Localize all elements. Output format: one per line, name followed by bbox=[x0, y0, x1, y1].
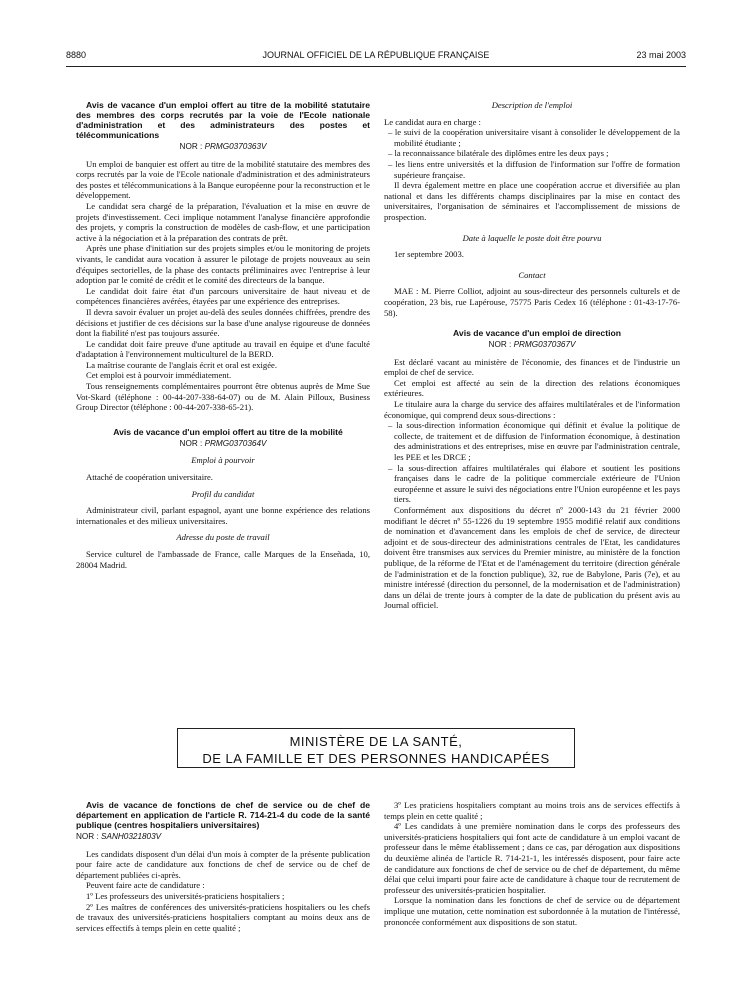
paragraph: Les candidats disposent d'un délai d'un mois à compter de la présente publication pour faire acte de candidature aux fonctions de chef de service ou de chef de département publiées ci-après. bbox=[76, 848, 370, 880]
issue-date: 23 mai 2003 bbox=[636, 50, 686, 60]
paragraph: Le candidat doit faire preuve d'une aptitude au travail en équipe et d'une faculté d'adaptation à l'environnement multiculturel de la BERD. bbox=[76, 338, 370, 360]
paragraph: 1º Les professeurs des universités-praticiens hospitaliers ; bbox=[86, 890, 285, 901]
paragraph: Peuvent faire acte de candidature : bbox=[86, 880, 205, 891]
paragraph: Un emploi de banquier est offert au titre de la mobilité statutaire des membres des corps recrutés par la voie de l'Ecole nationale d'administration et des administrateurs des postes et télécommunications à la Banque européenne pour la reconstruction et le développement. bbox=[76, 158, 370, 201]
ministry-line-1: MINISTÈRE DE LA SANTÉ, bbox=[289, 734, 463, 749]
left-column bbox=[76, 100, 370, 570]
ministry-heading-box bbox=[177, 728, 575, 768]
notice-title: Avis de vacance de fonctions de chef de service ou de chef de département en application de l'article R. 714-21-4 du code de la santé publique (centres hospitaliers universitaires) bbox=[76, 800, 370, 830]
paragraph: Le candidat doit faire état d'un parcours universitaire de haut niveau et de compétences financières avérées, étayées par une expérience des entreprises. bbox=[76, 285, 370, 307]
section-heading: Date à laquelle le poste doit être pourvu bbox=[462, 232, 602, 243]
section-heading: Adresse du poste de travail bbox=[176, 532, 270, 543]
paragraph: Service culturel de l'ambassade de France, calle Marques de la Enseñada, 10, 28004 Madrid. bbox=[76, 549, 370, 570]
paragraph: 4º Les candidats à une première nomination dans le corps des professeurs des universités-praticiens hospitaliers qui font acte de candidature à un emploi vacant de professeur dans le même établissement ; dans ce cas, par dérogation aux dispositions du deuxième alinéa de l'article R. 714-21-1, les intéressés disposent, pour faire acte de candidature aux fonctions de chef de service ou de chef de département, du même délai que celui imparti pour faire acte de candidature à chaque tour de recrutement de professeur des universités-praticien hospitalier. bbox=[384, 821, 680, 895]
paragraph: Tous renseignements complémentaires pourront être obtenus auprès de Mme Sue Vot-Skard (téléphone : 00-44-207-338-64-07) ou de M. Alain Pilloux, Business Group Director (téléphone : 00-44-207-338-65-21). bbox=[76, 381, 370, 413]
header-rule bbox=[66, 66, 686, 67]
bottom-right-column bbox=[384, 800, 680, 927]
section-heading: Description de l'emploi bbox=[491, 100, 573, 110]
ministry-line-2: DE LA FAMILLE ET DES PERSONNES HANDICAPÉES bbox=[202, 751, 550, 766]
paragraph: 1er septembre 2003. bbox=[394, 249, 464, 260]
notice-title: Avis de vacance d'un emploi offert au titre de la mobilité bbox=[113, 426, 343, 437]
right-column bbox=[384, 100, 680, 611]
paragraph: 2º Les maîtres de conférences des universités-praticiens hospitaliers ou les chefs de travaux des universités-praticiens hospitaliers comptant au moins deux ans de services effectifs à temps plein en cette qualité ; bbox=[76, 901, 370, 933]
section-heading: Emploi à pourvoir bbox=[191, 455, 255, 466]
nor-reference: NOR : PRMG0370367V bbox=[488, 340, 576, 350]
paragraph: Le candidat aura en charge : bbox=[384, 116, 481, 127]
nor-reference: NOR : PRMG0370363V bbox=[179, 142, 267, 151]
list-item: – la sous-direction information économique qui définit et évalue la politique de collecte, de traitement et de diffusion de l'information économique, à destination des administrations et des entreprises, mise en œuvre par l'administration centrale, les PEE et les DRCE ; bbox=[388, 420, 680, 463]
paragraph: Cet emploi est à pourvoir immédiatement. bbox=[86, 370, 232, 381]
paragraph: Conformément aux dispositions du décret nº 2000-143 du 21 février 2000 modifiant le décret nº 55-1226 du 19 septembre 1955 modifié relatif aux conditions de nomination et d'avancement dans les emplois de chef de service, de directeur adjoint et de sous-directeur des administrations centrales de l'Etat, les candidatures doivent être transmises aux services du Premier ministre, au ministère de la fonction publique, de la réforme de l'Etat et de l'aménagement du territoire (direction générale de l'administration et de la fonction publique), 32, rue de Babylone, Paris (7e), et au ministre intéressé (direction du personnel, de la modernisation et de l'administration) dans un délai de trente jours à compter de la date de publication du présent avis au Journal officiel. bbox=[384, 505, 680, 611]
list-item: – le suivi de la coopération universitaire visant à consolider le développement de la mobilité étudiante ; bbox=[388, 127, 680, 148]
paragraph: Après une phase d'initiation sur des projets simples et/ou le monitoring de projets vivants, le candidat aura vocation à assurer le pilotage de projets nouveaux au sein d'équipes sectorielles, de la phase des contacts préliminaires avec l'entreprise à leur adoption par le comité de crédit et le comité des directeurs de la banque. bbox=[76, 243, 370, 286]
list-item: – les liens entre universités et la diffusion de l'information sur l'offre de formation supérieure française. bbox=[388, 158, 680, 180]
paragraph: Il devra également mettre en place une coopération accrue et diversifiée au plan national et dans les différents champs disciplinaires par la mise en contact des universitaires, l'organisation de séminaires et l'accomplissement de missions de prospection. bbox=[384, 180, 680, 222]
list-item: – la sous-direction affaires multilatérales qui élabore et soutient les positions françaises dans le cadre de la politique commerciale extérieure de l'Union européenne et assure le suivi des négociations entre l'Union européenne et les pays tiers. bbox=[388, 462, 680, 505]
nor-reference: NOR : PRMG0370364V bbox=[179, 438, 267, 448]
paragraph: Le titulaire aura la charge du service des affaires multilatérales et de l'information économique, qui comprend deux sous-directions : bbox=[384, 399, 680, 420]
list-item: – la reconnaissance bilatérale des diplômes entre les deux pays ; bbox=[388, 148, 609, 159]
paragraph: Est déclaré vacant au ministère de l'économie, des finances et de l'industrie un emploi de chef de service. bbox=[384, 356, 680, 378]
bottom-left-column bbox=[76, 800, 370, 933]
paragraph: Attaché de coopération universitaire. bbox=[86, 472, 213, 483]
page-header bbox=[66, 50, 686, 64]
paragraph: Le candidat sera chargé de la préparation, l'évaluation et la mise en œuvre de projets d'investissement. Ceci implique notamment l'analyse financière approfondie des projets, y compris la construction de modèles de cash-flow, et une participation active à la négociation et à la préparation des contrats de prêt. bbox=[76, 200, 370, 243]
section-heading: Profil du candidat bbox=[191, 488, 255, 499]
paragraph: La maîtrise courante de l'anglais écrit et oral est exigée. bbox=[86, 359, 278, 370]
paragraph: MAE : M. Pierre Colliot, adjoint au sous-directeur des personnels culturels et de coopération, 23 bis, rue Lapérouse, 75775 Paris Cedex 16 (téléphone : 01-43-17-76-58). bbox=[384, 286, 680, 318]
section-heading: Contact bbox=[518, 269, 546, 280]
paragraph: Lorsque la nomination dans les fonctions de chef de service ou de département implique une mutation, cette nomination est subordonnée à la mutation de l'intéressé, prononcée conformément aux dispositions de son statut. bbox=[384, 895, 680, 927]
notice-title: Avis de vacance d'un emploi de direction bbox=[453, 328, 621, 339]
nor-reference: NOR : SANH0321803V bbox=[76, 832, 162, 841]
journal-title: JOURNAL OFFICIEL DE LA RÉPUBLIQUE FRANÇAISE bbox=[262, 50, 490, 60]
paragraph: Cet emploi est affecté au sein de la direction des relations économiques extérieures. bbox=[384, 377, 680, 399]
paragraph: 3º Les praticiens hospitaliers comptant au moins trois ans de services effectifs à temps plein en cette qualité ; bbox=[384, 800, 680, 821]
paragraph: Il devra savoir évaluer un projet au-delà des seules données chiffrées, prendre des décisions et justifier de ces décisions sur la base d'une analyse rigoureuse de données dont la fiabilité n'est pas toujours assurée. bbox=[76, 306, 370, 339]
notice-title: Avis de vacance d'un emploi offert au titre de la mobilité statutaire des membres des corps recrutés par la voie de l'Ecole nationale d'administration et des administrateurs des postes et télécommunications bbox=[76, 100, 370, 140]
page-number: 8880 bbox=[66, 50, 87, 60]
paragraph: Administrateur civil, parlant espagnol, ayant une bonne expérience des relations internationales et des milieux universitaires. bbox=[76, 505, 370, 526]
